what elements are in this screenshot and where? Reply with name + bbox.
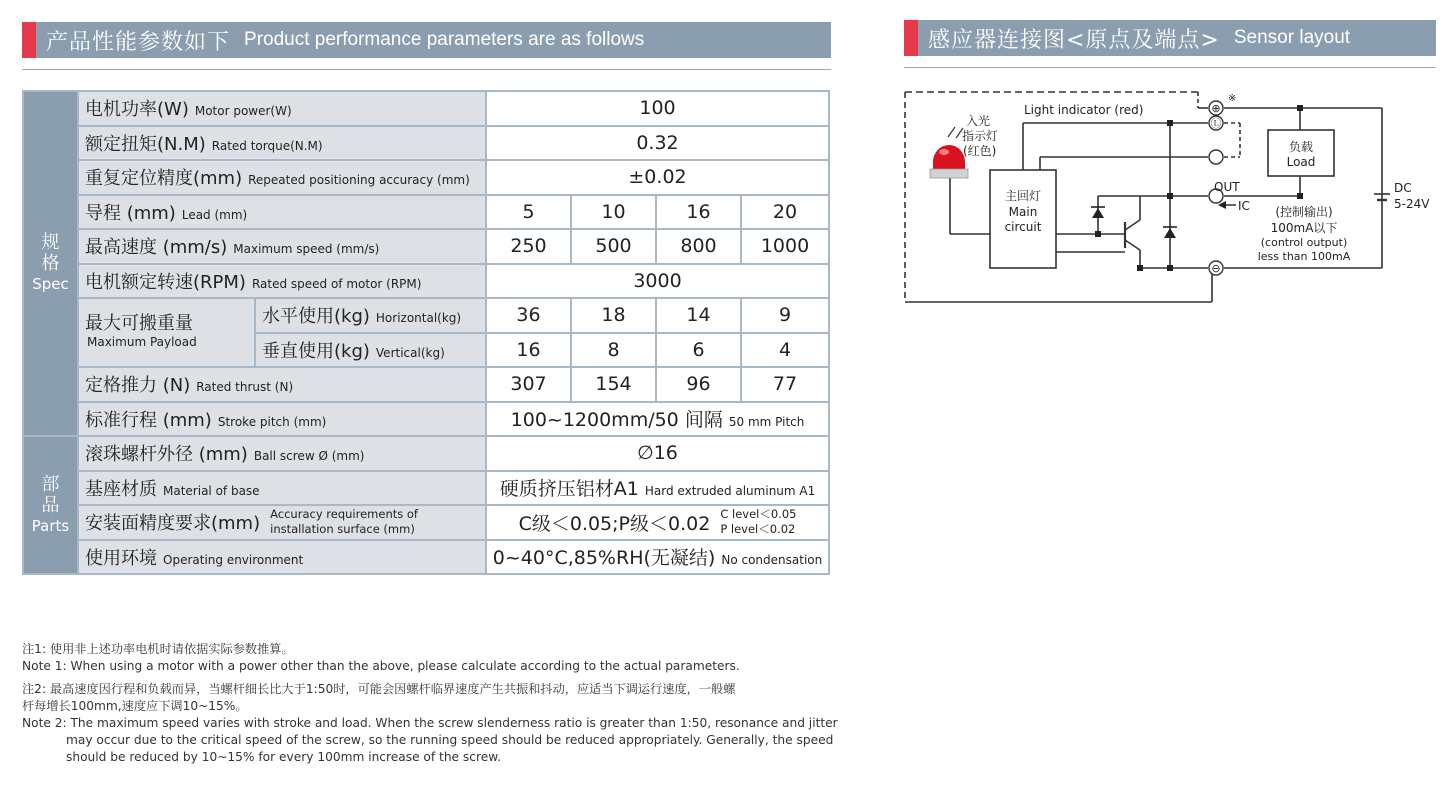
label-zh: 最大可搬重量 bbox=[85, 312, 193, 334]
cell-value: 250 bbox=[486, 229, 571, 264]
junction-dot bbox=[1167, 193, 1173, 199]
light-indicator-label: Light indicator (red) bbox=[1024, 103, 1144, 117]
load-label: 负载 bbox=[1288, 140, 1314, 154]
label-en: Rated speed of motor (RPM) bbox=[251, 276, 422, 291]
value-zh: 硬质挤压铝材A1 bbox=[499, 478, 639, 501]
control-label: (控制输出) bbox=[1275, 205, 1333, 219]
l-terminal-icon: Ⓛ bbox=[1210, 117, 1222, 130]
label-en: Repeated positioning accuracy (mm) bbox=[248, 173, 470, 188]
control-label: less than 100mA bbox=[1257, 250, 1351, 263]
value-zh: 0~40°C,85%RH(无凝结) bbox=[492, 547, 716, 570]
value-en: No condensation bbox=[721, 553, 823, 568]
cell-value: ∅16 bbox=[486, 436, 829, 471]
sensor-title-en: Sensor layout bbox=[1233, 27, 1351, 48]
label-zh: 最高速度 (mm/s) bbox=[85, 237, 228, 259]
category-label-en: Spec bbox=[32, 275, 69, 293]
note-2-en: Note 2: The maximum speed varies with stroke and load. When the screw slenderness ratio is greater than 1:50, resonance and jitter bbox=[22, 716, 838, 730]
control-label: (control output) bbox=[1260, 236, 1348, 249]
terminal-l2 bbox=[1209, 150, 1223, 164]
dc-voltage-label: 5-24V bbox=[1394, 197, 1430, 211]
cell-value: 9 bbox=[741, 298, 829, 333]
cell-value: 20 bbox=[741, 195, 829, 230]
p-level: P level＜0.02 bbox=[720, 522, 796, 537]
cell-value: 16 bbox=[656, 195, 741, 230]
value-en: 50 mm Pitch bbox=[728, 415, 805, 430]
junction-dot bbox=[1297, 193, 1303, 199]
cell-value: 16 bbox=[486, 333, 571, 368]
label-en: Maximum Payload bbox=[87, 334, 197, 349]
main-circuit-label: 主回灯 bbox=[1004, 189, 1042, 203]
plus-icon: ⊕ bbox=[1211, 102, 1221, 115]
zener-diode bbox=[1092, 208, 1104, 218]
label-zh: 电机功率(W) bbox=[85, 99, 189, 121]
cell-value: 500 bbox=[571, 229, 656, 264]
label-en: Rated thrust (N) bbox=[196, 380, 294, 395]
label-en: Ball screw Ø (mm) bbox=[253, 449, 365, 464]
label-zh: 定格推力 (N) bbox=[85, 375, 191, 397]
ic-label: IC bbox=[1238, 199, 1250, 213]
label-en-line: Accuracy requirements of bbox=[270, 507, 418, 522]
label-zh: 基座材质 bbox=[85, 478, 157, 500]
junction-dot bbox=[1167, 120, 1173, 126]
label-en: Maximum speed (mm/s) bbox=[233, 242, 380, 257]
note-2-zh: 杆每增长100mm,速度应下调10~15%。 bbox=[22, 699, 248, 713]
main-circuit-label: Main bbox=[1008, 205, 1038, 219]
value-zh: 100~1200mm/50 间隔 bbox=[510, 409, 723, 432]
cell-value: ±0.02 bbox=[486, 160, 829, 195]
label-en: Rated torque(N.M) bbox=[211, 138, 323, 153]
category-label: 部 bbox=[41, 473, 60, 495]
header-title-en: Product performance parameters are as follows bbox=[244, 29, 645, 50]
header-title-zh: 产品性能参数如下 bbox=[46, 29, 231, 55]
transistor-collector bbox=[1125, 220, 1140, 230]
label-en: Horizontal(kg) bbox=[375, 311, 462, 326]
label-en: Lead (mm) bbox=[181, 207, 248, 222]
zener-diode bbox=[1164, 228, 1176, 238]
cell-value: 307 bbox=[486, 367, 571, 402]
junction-dot bbox=[1167, 265, 1173, 271]
light-arrows-icon bbox=[948, 127, 963, 138]
cell-value: 18 bbox=[571, 298, 656, 333]
control-label: 100mA以下 bbox=[1270, 221, 1338, 235]
main-circuit-label: circuit bbox=[1004, 220, 1042, 234]
cell-value: 4 bbox=[741, 333, 829, 368]
cell-value: 6 bbox=[656, 333, 741, 368]
label-en: Vertical(kg) bbox=[375, 345, 445, 360]
label-en: Motor power(W) bbox=[194, 104, 292, 119]
label-zh: 导程 (mm) bbox=[85, 202, 176, 224]
load-label: Load bbox=[1286, 155, 1316, 169]
label-zh: 水平使用(kg) bbox=[262, 306, 370, 328]
value-en: Hard extruded aluminum A1 bbox=[644, 484, 816, 499]
label-en-line: installation surface (mm) bbox=[270, 522, 415, 537]
note-mark: ※ bbox=[1228, 93, 1237, 104]
category-label: 规 bbox=[41, 232, 60, 253]
cell-value: 100 bbox=[486, 91, 829, 126]
minus-icon: ⊖ bbox=[1211, 262, 1221, 275]
value-zh: C级＜0.05;P级＜0.02 bbox=[518, 512, 711, 535]
junction-dot bbox=[1297, 105, 1303, 111]
cell-value: 3000 bbox=[486, 264, 829, 299]
label-en: Stroke pitch (mm) bbox=[217, 414, 327, 429]
lamp-label: 指示灯 bbox=[962, 129, 999, 143]
label-zh: 额定扭矩(N.M) bbox=[85, 133, 206, 155]
label-zh: 电机额定转速(RPM) bbox=[85, 271, 246, 293]
junction-dot bbox=[1095, 231, 1101, 237]
out-label: OUT bbox=[1214, 180, 1240, 194]
note-1-en: Note 1: When using a motor with a power other than the above, please calculate according to the actual parameters. bbox=[22, 659, 740, 673]
cell-value: 1000 bbox=[741, 229, 829, 264]
cell-value: 10 bbox=[571, 195, 656, 230]
cell-value: 800 bbox=[656, 229, 741, 264]
note-2-zh: 注2: 最高速度因行程和负载而异，当螺杆细长比大于1:50时，可能会因螺杆临界速度产生共振和抖动，应适当下调运行速度，一般螺 bbox=[22, 682, 736, 696]
transistor-emitter bbox=[1125, 240, 1140, 250]
cell-value: 8 bbox=[571, 333, 656, 368]
category-label: 格 bbox=[41, 253, 60, 274]
cell-value: 154 bbox=[571, 367, 656, 402]
category-label: 品 bbox=[41, 494, 60, 516]
lamp-label: 入光 bbox=[966, 114, 991, 128]
cell-value: 0.32 bbox=[486, 126, 829, 161]
sensor-title-zh: 感应器连接图<原点及端点> bbox=[928, 27, 1220, 53]
label-zh: 标准行程 (mm) bbox=[85, 409, 212, 431]
label-zh: 使用环境 bbox=[85, 547, 157, 569]
label-zh: 重复定位精度(mm) bbox=[85, 168, 243, 190]
label-en: Operating environment bbox=[163, 552, 304, 567]
c-level: C level＜0.05 bbox=[720, 507, 797, 522]
label-zh: 垂直使用(kg) bbox=[262, 340, 370, 362]
note-2-en: may occur due to the critical speed of the screw, so the running speed should be reduced appropriately. Generally, the speed bbox=[66, 733, 834, 747]
cell-value: 77 bbox=[741, 367, 829, 402]
label-zh: 安装面精度要求(mm) bbox=[85, 513, 261, 535]
cell-value: 14 bbox=[656, 298, 741, 333]
label-en: Material of base bbox=[163, 483, 260, 498]
category-label-en: Parts bbox=[31, 516, 70, 535]
cell-value: 36 bbox=[486, 298, 571, 333]
cell-value: 5 bbox=[486, 195, 571, 230]
junction-dot bbox=[1137, 265, 1143, 271]
lamp-label: (红色) bbox=[963, 144, 997, 158]
cell-value: 96 bbox=[656, 367, 741, 402]
label-zh: 滚珠螺杆外径 (mm) bbox=[85, 444, 248, 466]
note-2-en: should be reduced by 10~15% for every 100mm increase of the screw. bbox=[66, 750, 501, 764]
note-1-zh: 注1: 使用非上述功率电机时请依据实际参数推算。 bbox=[22, 642, 294, 656]
main-circuit-box bbox=[990, 170, 1056, 268]
dc-label: DC bbox=[1394, 181, 1412, 195]
